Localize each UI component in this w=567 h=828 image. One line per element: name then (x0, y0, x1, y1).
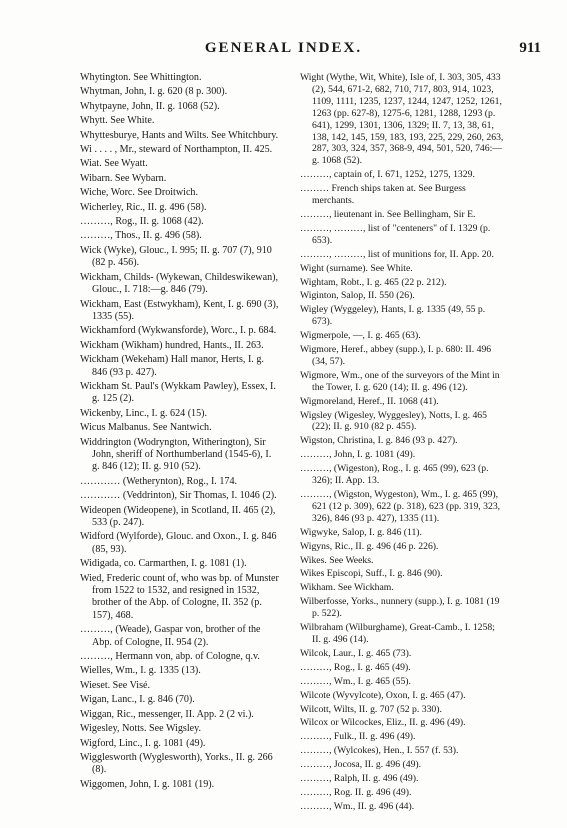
index-entry: Wikham. See Wickham. (300, 582, 394, 594)
index-entry: Wilcox or Wilcockes, Eliz., II. g. 496 (49). (300, 717, 466, 729)
index-entry: Wied, Frederic count of, who was bp. of Munster from 1522 to 1532, and resigned in 1532, brother of the Abp. of Cologne, II. 352 (p. 157), 468. (80, 572, 279, 621)
index-entry: ………, Jocosa, II. g. 496 (49). (300, 759, 422, 771)
index-entry: Wickhamford (Wykwansforde), Worc., I. p. 684. (80, 325, 277, 337)
index-entry: Wight (surname). See White. (300, 262, 413, 274)
index-entry: ………, (Wigeston), Rog., I. g. 465 (99), 623 (p. 326); II. App. 13. (300, 463, 489, 487)
index-entry: Wilbraham (Wilburghame), Great-Camb., I. 1258; II. g. 496 (14). (300, 622, 495, 645)
index-entry: ……… French ships taken at. See Burgess merchants. (300, 183, 466, 207)
index-entry: Wigwyke, Salop, I. g. 846 (11). (300, 526, 422, 538)
index-entry: Wick (Wyke), Glouc., I. 995; II. g. 707 (7), 910 (82 p. 456). (80, 244, 272, 269)
index-entry: Wigsley (Wigesley, Wyggesley), Notts, I. g. 465 (22); II. g. 910 (82 p. 455). (300, 409, 487, 433)
index-entry: Wigston, Christina, I. g. 846 (93 p. 427). (300, 435, 458, 447)
index-entry: Wickham St. Paul's (Wykkam Pawley), Essex, I. g. 125 (2). (80, 380, 276, 405)
index-entry: Wielles, Wm., I. g. 1335 (13). (80, 665, 201, 677)
index-entry: Wilberfosse, Yorks., nunnery (supp.), I. g. 1081 (19 p. 522). (300, 596, 500, 620)
index-entry: Wicus Malbanus. See Nantwich. (80, 422, 212, 434)
index-entry: ………, (Weade), Gaspar von, brother of the Abp. of Cologne, II. 954 (2). (80, 624, 261, 648)
index-entry: ………, ………, list of "centeners" of I. 1329 (p. 653). (300, 222, 491, 246)
page-header (0, 0, 567, 70)
index-entry: Wigley (Wyggeley), Hants, I. g. 1335 (49, 55 p. 673). (300, 304, 486, 328)
index-entry: Widigada, co. Carmarthen, I. g. 1081 (1). (80, 558, 247, 570)
index-entry: Wigan, Lanc., I. g. 846 (70). (80, 694, 195, 706)
index-entry: Wigesley, Notts. See Wigsley. (80, 723, 202, 735)
index-entry: Whyttesburye, Hants and Wilts. See Whitchbury. (80, 129, 279, 141)
index-entry: ………, Rog., II. g. 1068 (42). (80, 216, 204, 228)
index-entry: Wikes Episcopi, Suff., I. g. 846 (90). (300, 568, 443, 580)
index-entry: ………, (Wylcokes), Hen., I. 557 (f. 53). (300, 745, 459, 757)
index-entry: Whytington. See Whittington. (80, 72, 202, 83)
index-entry: ………, Rog. II. g. 496 (49). (300, 786, 412, 798)
index-entry: ………, Ralph, II. g. 496 (49). (300, 773, 419, 785)
index-entry: Wiginton, Salop, II. 550 (26). (300, 290, 415, 302)
index-entry: Whytman, John, I. g. 620 (8 p. 300). (80, 86, 228, 98)
index-entry: Wieset. See Visé. (80, 679, 151, 691)
index-entry: Wikes. See Weeks. (300, 554, 374, 566)
index-entry: ………… (Veddrinton), Sir Thomas, I. 1046 (2). (80, 490, 277, 502)
index-entry: Wickham, Childs- (Wykewan, Childeswikewan), Glouc., I. 718:—g. 846 (79). (80, 271, 279, 296)
index-entry: Widdrington (Wodryngton, Witherington), Sir John, sheriff of Northumberland (1545-6), I. g. 846 (12); II. g. 910 (52). (80, 436, 272, 473)
index-entry: Wilcott, Wilts, II. g. 707 (52 p. 330). (300, 703, 442, 715)
index-entry: ………, ………, list of munitions for, II. App. 20. (300, 248, 494, 260)
index-column-left (80, 72, 280, 793)
index-entry: Wigyns, Ric., II. g. 496 (46 p. 226). (300, 540, 439, 552)
index-entry: Wideopen (Wideopene), in Scotland, II. 465 (2), 533 (p. 247). (80, 504, 276, 528)
index-entry: ………, (Wigston, Wygeston), Wm., I. g. 465 (99), 621 (12 p. 309), 622 (p. 318), 623 (pp. 319, 323, 326), 846 (93 p. 427), 1335 (11). (300, 489, 501, 524)
index-entry: Wiggomen, John, I. g. 1081 (19). (80, 778, 215, 790)
index-column-right (300, 72, 504, 815)
index-entry: ………, Wm., I. g. 465 (55). (300, 675, 411, 687)
index-entry: Wilcok, Laur., I. g. 465 (73). (300, 647, 412, 659)
index-entry: ………, John, I. g. 1081 (49). (300, 449, 416, 461)
index-entry: Wigmoreland, Heref., II. 1068 (41). (300, 395, 439, 407)
index-entry: ………, Fulk., II. g. 496 (49). (300, 731, 416, 743)
index-entry: Wilcote (Wyvylcote), Oxon, I. g. 465 (47). (300, 689, 466, 701)
index-entry: Wiggan, Ric., messenger, II. App. 2 (2 vi.). (80, 708, 254, 720)
index-entry: Wickenby, Linc., I. g. 624 (15). (80, 407, 208, 419)
index-entry: Wight (Wythe, Wit, White), Isle of, I. 303, 305, 433 (2), 544, 671-2, 682, 710, 717, 803, 914, 1023, 1109, 1111, 1235, 1237, 1244, 1247, 1252, 1261, 1263 (pp. 627-8), 1275-6, 1281, 1288, 1293 (p. 641), 1299, 1301, 1306, 1329; II. 7, 13, 38, 61, 138, 142, 145, 159, 183, 193, 225, 229, 260, 263, 287, 303, 324, 357, 368-9, 494, 501, 520, 746:—g. 1068 (52). (300, 72, 504, 167)
index-entry: Wibarn. See Wybarn. (80, 172, 167, 184)
index-entry: ………, captain of, I. 671, 1252, 1275, 1329. (300, 169, 475, 181)
index-entry: Wigmerpole, —, I. g. 465 (63). (300, 330, 421, 342)
index-entry: Wigmore, Heref., abbey (supp.), I. p. 680: II. 496 (34, 57). (300, 344, 492, 367)
index-entry: Wickham, East (Estwykham), Kent, I. g. 690 (3), 1335 (55). (80, 298, 279, 322)
page-number: 911 (519, 40, 541, 56)
index-entry: Wigford, Linc., I. g. 1081 (49). (80, 737, 206, 749)
index-entry: Wigmore, Wm., one of the surveyors of the Mint in the Tower, I. g. 620 (14); II. g. 496 (12). (300, 369, 500, 393)
index-entry: Wickham (Wekeham) Hall manor, Herts, I. g. 846 (93 p. 427). (80, 354, 264, 378)
index-entry: Wicherley, Ric., II. g. 496 (58). (80, 201, 207, 213)
index-entry: ………, Wm., II. g. 496 (44). (300, 800, 415, 812)
index-entry: Wiche, Worc. See Droitwich. (80, 187, 198, 199)
index-entry: Wiat. See Wyatt. (80, 158, 148, 170)
index-entry: ………, Hermann von, abp. of Cologne, q.v. (80, 651, 260, 663)
index-entry: Wightam, Robt., I. g. 465 (22 p. 212). (300, 276, 447, 288)
index-entry: Whytpayne, John, II. g. 1068 (52). (80, 100, 220, 112)
index-entry: Wickham (Wikham) hundred, Hants., II. 263. (80, 339, 264, 351)
index-entry: Whytt. See White. (80, 115, 155, 127)
index-entry: Widford (Wylforde), Glouc. and Oxon., I. g. 846 (85, 93). (80, 531, 277, 555)
running-title: GENERAL INDEX. (204, 40, 363, 56)
index-entry: ………, lieutenant in. See Bellingham, Sir E. (300, 208, 476, 220)
index-entry: ………… (Wetherynton), Rog., I. 174. (80, 475, 238, 487)
index-entry: Wi . . . . , Mr., steward of Northampton, II. 425. (80, 144, 273, 156)
index-entry: Wigglesworth (Wyglesworth), Yorks., II. g. 266 (8). (80, 751, 273, 776)
index-entry: ………, Rog., I. g. 465 (49). (300, 661, 411, 673)
index-entry: ………, Thos., II. g. 496 (58). (80, 230, 202, 242)
